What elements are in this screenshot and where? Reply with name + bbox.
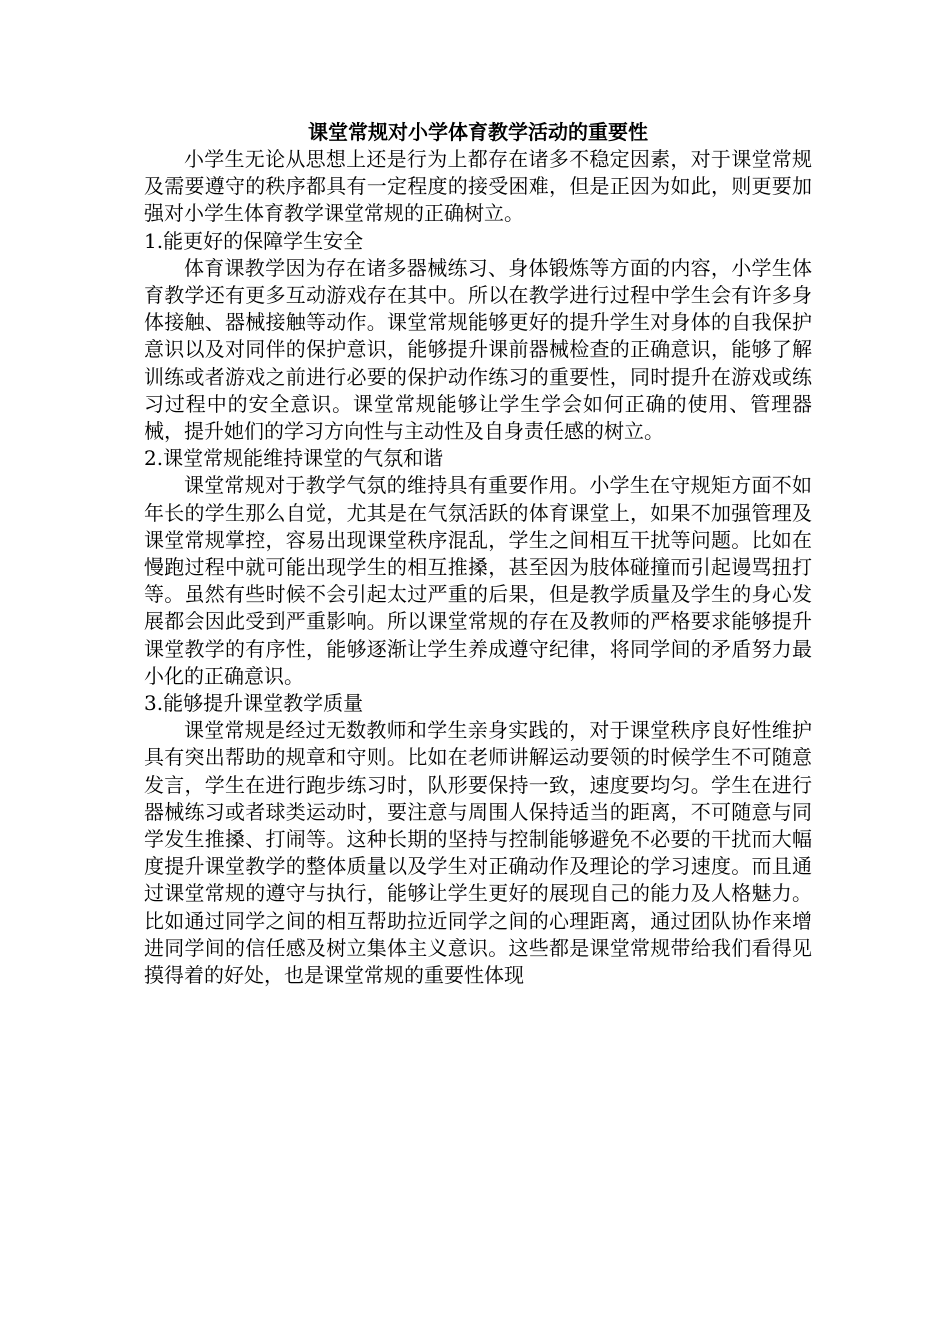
section-body-2: 课堂常规对于教学气氛的维持具有重要作用。小学生在守规矩方面不如年长的学生那么自觉，尤其是在气氛活跃的体育课堂上，如果不加强管理及课堂常规掌控，容易出现课堂秩序混乱，学生之间相互干扰等问题。比如在慢跑过程中就可能出现学生的相互推搡，甚至因为肢体碰撞而引起谩骂扭打等。虽然有些时候不会引起太过严重的后果，但是教学质量及学生的身心发展都会因此受到严重影响。所以课堂常规的存在及教师的严格要求能够提升课堂教学的有序性，能够逐渐让学生养成遵守纪律，将同学间的矛盾努力最小化的正确意识。 — [144, 473, 812, 688]
document-title: 课堂常规对小学体育教学活动的重要性 — [308, 120, 648, 144]
section-body-1: 体育课教学因为存在诸多器械练习、身体锻炼等方面的内容，小学生体育教学还有更多互动游戏存在其中。所以在教学进行过程中学生会有许多身体接触、器械接触等动作。课堂常规能够更好的提升学生对身体的自我保护意识以及对同伴的保护意识，能够提升课前器械检查的正确意识，能够了解训练或者游戏之前进行必要的保护动作练习的重要性，同时提升在游戏或练习过程中的安全意识。课堂常规能够让学生学会如何正确的使用、管理器械，提升她们的学习方向性与主动性及自身责任感的树立。 — [144, 255, 812, 444]
section-heading-2: 2.课堂常规能维持课堂的气氛和谐 — [144, 446, 444, 471]
section-heading-3: 3.能够提升课堂教学质量 — [144, 691, 364, 716]
section-body-3: 课堂常规是经过无数教师和学生亲身实践的，对于课堂秩序良好性维护具有突出帮助的规章和守则。比如在老师讲解运动要领的时候学生不可随意发言，学生在进行跑步练习时，队形要保持一致，速度要均匀。学生在进行器械练习或者球类运动时，要注意与周围人保持适当的距离，不可随意与同学发生推搡、打闹等。这种长期的坚持与控制能够避免不必要的干扰而大幅度提升课堂教学的整体质量以及学生对正确动作及理论的学习速度。而且通过课堂常规的遵守与执行，能够让学生更好的展现自己的能力及人格魅力。比如通过同学之间的相互帮助拉近同学之间的心理距离，通过团队协作来增进同学间的信任感及树立集体主义意识。这些都是课堂常规带给我们看得见摸得着的好处，也是课堂常规的重要性体现 — [144, 718, 812, 988]
document-page — [144, 118, 812, 989]
section-heading-1: 1.能更好的保障学生安全 — [144, 228, 364, 253]
intro-paragraph: 小学生无论从思想上还是行为上都存在诸多不稳定因素，对于课堂常规及需要遵守的秩序都具有一定程度的接受困难，但是正因为如此，则更要加强对小学生体育教学课堂常规的正确树立。 — [144, 147, 812, 226]
